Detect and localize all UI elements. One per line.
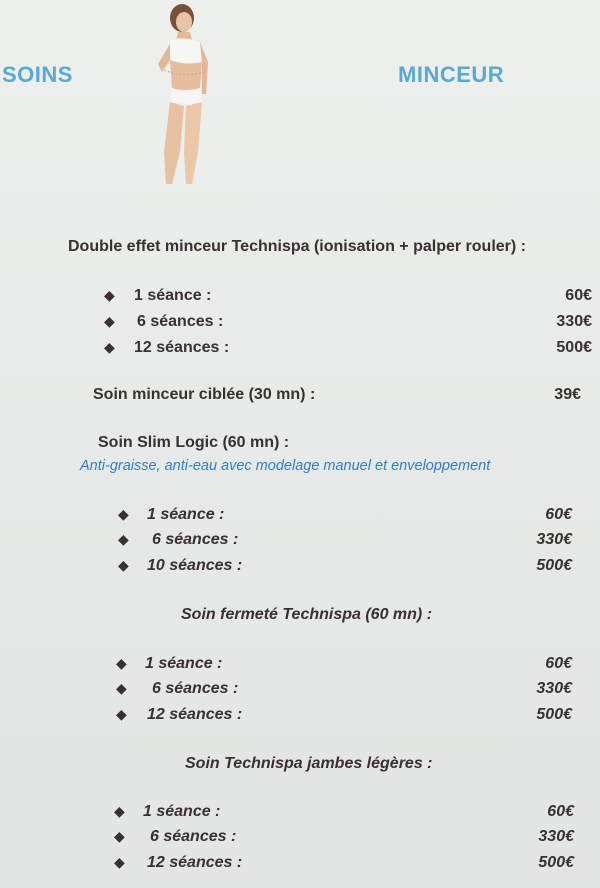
diamond-bullet-icon: ◆ <box>104 339 115 355</box>
row-price: 60€ <box>565 287 592 304</box>
row-label: 12 séances : <box>147 854 243 871</box>
block1-row-1 <box>104 287 592 309</box>
block3-row-2 <box>118 531 572 553</box>
row-label: 1 séance : <box>143 803 221 820</box>
block3-row-3 <box>118 557 572 579</box>
diamond-bullet-icon: ◆ <box>116 655 127 671</box>
block3-row-1 <box>118 506 572 528</box>
diamond-bullet-icon: ◆ <box>118 531 129 547</box>
row-price: 500€ <box>556 339 592 356</box>
block4-title: Soin fermeté Technispa (60 mn) : <box>181 606 433 623</box>
block2-title: Soin minceur ciblée (30 mn) : <box>93 386 316 403</box>
diamond-bullet-icon: ◆ <box>114 828 125 844</box>
diamond-bullet-icon: ◆ <box>114 854 125 870</box>
row-label: 6 séances : <box>137 313 224 330</box>
row-label: 1 séance : <box>145 655 223 672</box>
block1-row-3 <box>104 339 592 361</box>
block1-row-2 <box>104 313 592 335</box>
row-price: 60€ <box>545 506 572 523</box>
block4-row-1 <box>116 655 572 677</box>
block1-title: Double effet minceur Technispa (ionisation + palper rouler) : <box>68 238 526 255</box>
row-price: 330€ <box>536 531 572 548</box>
row-price: 330€ <box>536 680 572 697</box>
block5-row-3 <box>114 854 574 876</box>
block2-row <box>93 386 581 408</box>
row-label: 12 séances : <box>134 339 230 356</box>
diamond-bullet-icon: ◆ <box>104 313 115 329</box>
block3-subtitle: Anti-graisse, anti-eau avec modelage manuel et enveloppement <box>80 458 491 474</box>
row-label: 6 séances : <box>152 680 239 697</box>
diamond-bullet-icon: ◆ <box>118 506 129 522</box>
block4-row-3 <box>116 706 572 728</box>
row-price: 330€ <box>556 313 592 330</box>
diamond-bullet-icon: ◆ <box>116 680 127 696</box>
diamond-bullet-icon: ◆ <box>118 557 129 573</box>
diamond-bullet-icon: ◆ <box>114 803 125 819</box>
block2-price: 39€ <box>554 386 581 403</box>
block5-row-2 <box>114 828 574 850</box>
header-minceur: MINCEUR <box>398 62 505 87</box>
row-label: 10 séances : <box>147 557 243 574</box>
row-price: 60€ <box>545 655 572 672</box>
block3-title: Soin Slim Logic (60 mn) : <box>98 434 290 451</box>
row-price: 500€ <box>536 706 572 723</box>
row-price: 330€ <box>538 828 574 845</box>
header-soins: SOINS <box>2 62 73 87</box>
row-label: 1 séance : <box>134 287 212 304</box>
row-price: 500€ <box>538 854 574 871</box>
block5-row-1 <box>114 803 574 825</box>
row-label: 6 séances : <box>150 828 237 845</box>
block5-title: Soin Technispa jambes légères : <box>185 755 433 772</box>
row-price: 60€ <box>547 803 574 820</box>
row-label: 6 séances : <box>152 531 239 548</box>
woman-figure-illustration <box>148 2 222 186</box>
block4-row-2 <box>116 680 572 702</box>
row-label: 12 séances : <box>147 706 243 723</box>
diamond-bullet-icon: ◆ <box>116 706 127 722</box>
row-price: 500€ <box>536 557 572 574</box>
row-label: 1 séance : <box>147 506 225 523</box>
diamond-bullet-icon: ◆ <box>104 287 115 303</box>
